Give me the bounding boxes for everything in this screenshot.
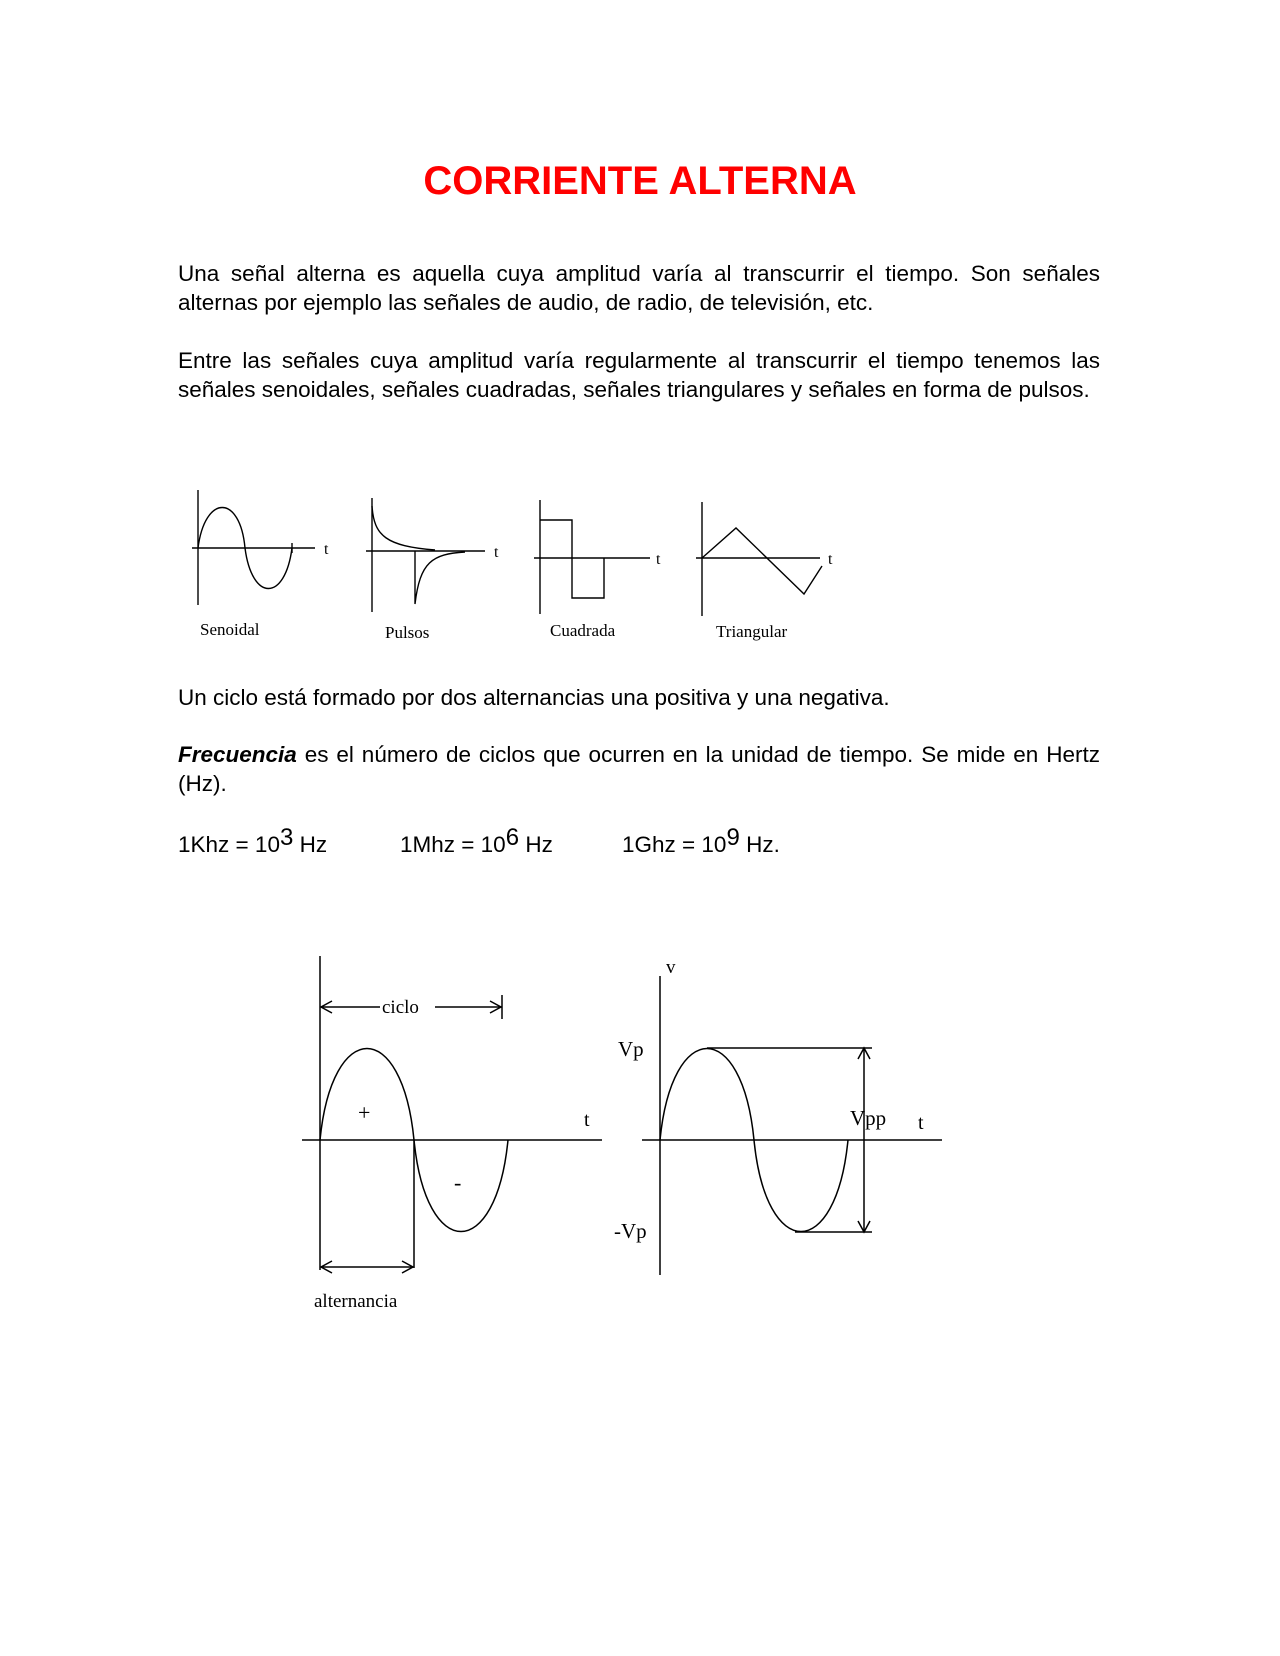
senoidal-axis-t: t: [324, 541, 329, 558]
voltage-axis-v: v: [666, 957, 676, 978]
vp-label: Vp: [618, 1037, 644, 1061]
senoidal-label: Senoidal: [200, 620, 260, 639]
positive-sign: +: [358, 1100, 371, 1125]
cuadrada-label: Cuadrada: [550, 621, 616, 640]
cuadrada-waveform: [534, 500, 650, 614]
triangular-axis-t: t: [828, 551, 833, 568]
alternancia-label: alternancia: [314, 1291, 398, 1312]
cycle-diagram: [290, 950, 620, 1320]
paragraph-cycle: Un ciclo está formado por dos alternancias una positiva y una negativa.: [178, 685, 890, 710]
paragraph-frequency: [178, 740, 1100, 798]
negative-sign: -: [454, 1170, 462, 1195]
triangular-label: Triangular: [716, 622, 788, 641]
senoidal-waveform: [192, 490, 315, 605]
pulsos-waveform: [366, 498, 485, 612]
unit-khz: $1Khz = 10^3$ Hz: [178, 824, 328, 857]
cuadrada-axis-t: t: [656, 551, 661, 568]
paragraph-signal-types: Entre las señales cuya amplitud varía regularmente al transcurrir el tiempo tenemos las señales senoidales, señales cuadradas, señales triangulares y señales en forma de pulsos.: [178, 348, 1100, 402]
amplitude-axis-t: t: [918, 1112, 924, 1134]
frequency-definition: es el número de ciclos que ocurren en la unidad de tiempo. Se mide en Hertz (Hz).: [178, 742, 1100, 796]
page-title: CORRIENTE ALTERNA: [423, 159, 857, 203]
ciclo-label: ciclo: [382, 997, 419, 1018]
paragraph-definition: Una señal alterna es aquella cuya amplitud varía al transcurrir el tiempo. Son señales alternas por ejemplo las señales de audio, de radio, de televisión, etc.: [178, 261, 1100, 315]
unit-ghz: $1Ghz = 10^9$ Hz.: [622, 824, 780, 857]
cycle-axis-t: t: [584, 1109, 590, 1131]
pulsos-axis-t: t: [494, 544, 499, 561]
triangular-waveform: [696, 502, 822, 616]
unit-mhz: $1Mhz = 10^6$ Hz: [400, 824, 553, 857]
waveform-types-figure: [180, 490, 860, 650]
amplitude-diagram: [610, 950, 950, 1290]
frequency-term: Frecuencia: [178, 742, 297, 767]
neg-vp-label: -Vp: [614, 1219, 647, 1243]
pulsos-label: Pulsos: [385, 623, 430, 642]
vpp-label: Vpp: [850, 1106, 887, 1130]
